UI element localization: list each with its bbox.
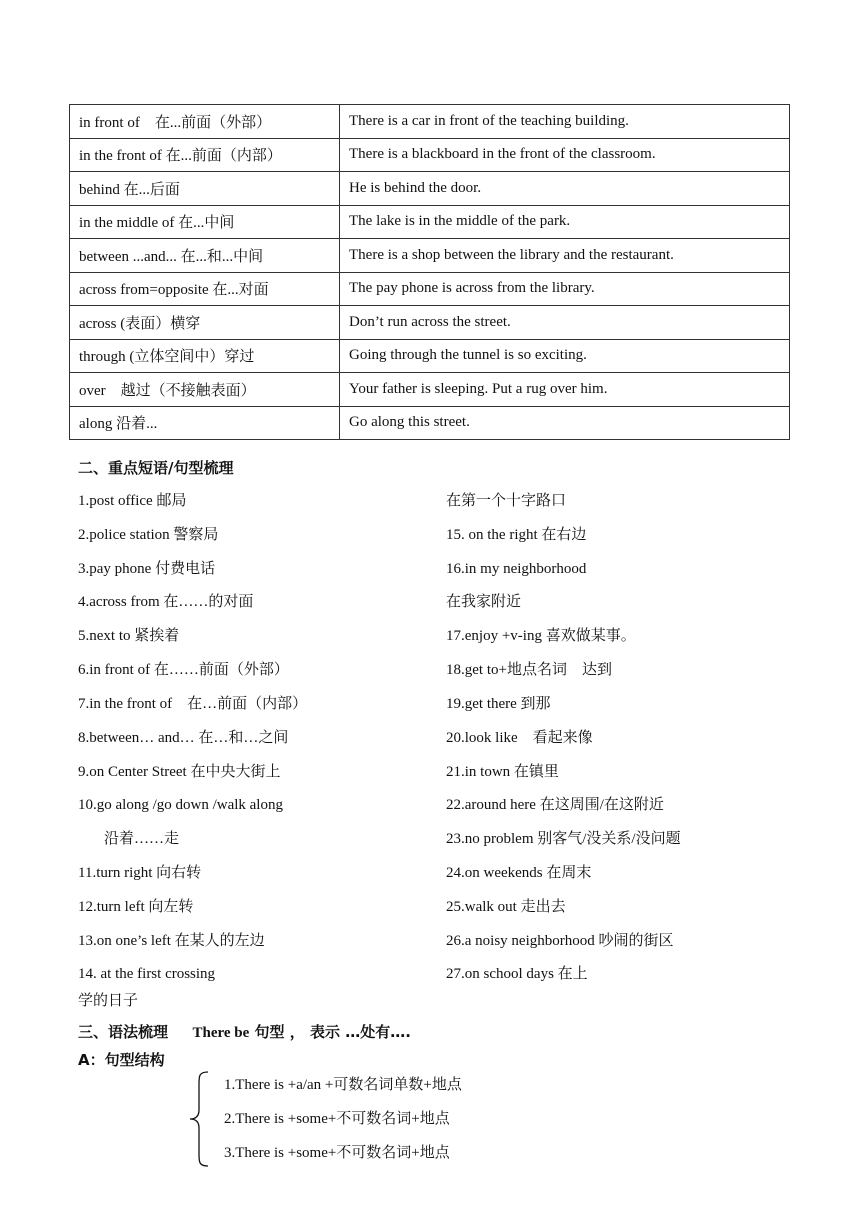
- brace-icon: [188, 1070, 212, 1168]
- phrase-item: 11.turn right 向右转: [78, 865, 202, 881]
- table-row: [70, 239, 790, 273]
- phrase-item: 2.police station 警察局: [78, 527, 219, 543]
- phrase-item: 7.in the front of 在…前面（内部）: [78, 696, 308, 712]
- phrase-item: 5.next to 紧挨着: [78, 628, 180, 644]
- example-cell: He is behind the door.: [340, 172, 790, 206]
- structure-subheading: A：句型结构: [78, 1051, 165, 1069]
- phrase-cell: through (立体空间中）穿过: [70, 339, 340, 373]
- example-cell: The pay phone is across from the library.: [340, 272, 790, 306]
- example-cell: There is a car in front of the teaching building.: [340, 105, 790, 139]
- phrase-item: 24.on weekends 在周末: [446, 865, 592, 881]
- table-row: [70, 306, 790, 340]
- phrase-item: 10.go along /go down /walk along: [78, 797, 283, 813]
- phrase-item: 20.look like 看起来像: [446, 730, 593, 746]
- table-row: [70, 138, 790, 172]
- phrase-item: 13.on one’s left 在某人的左边: [78, 933, 265, 949]
- phrase-cell: across (表面）横穿: [70, 306, 340, 340]
- prepositions-table: [69, 104, 790, 440]
- section3-heading: [78, 1021, 411, 1042]
- section3-title-en: There be: [192, 1025, 250, 1041]
- phrase-item: 23.no problem 别客气/没关系/没问题: [446, 831, 681, 847]
- section2-heading: 二、重点短语/句型梳理: [78, 459, 234, 477]
- phrase-cell: across from=opposite 在...对面: [70, 272, 340, 306]
- phrase-item: 17.enjoy +v-ing 喜欢做某事。: [446, 628, 636, 644]
- structure-item: 1.There is +a/an +可数名词单数+地点: [224, 1077, 462, 1093]
- table-row: [70, 105, 790, 139]
- phrase-item: 沿着……走: [104, 831, 180, 847]
- section3-title-rest: 句型 ， 表示 …处有….: [254, 1023, 411, 1041]
- table-row: [70, 205, 790, 239]
- section3-title-cn: 三、语法梳理: [78, 1023, 169, 1041]
- phrase-item: 19.get there 到那: [446, 696, 551, 712]
- structure-item: 2.There is +some+不可数名词+地点: [224, 1111, 450, 1127]
- table-row: [70, 272, 790, 306]
- example-cell: The lake is in the middle of the park.: [340, 205, 790, 239]
- phrase-cell: in front of 在...前面（外部）: [70, 105, 340, 139]
- phrase-item: 在我家附近: [446, 594, 522, 610]
- phrase-item: 学的日子: [78, 993, 139, 1009]
- phrase-item: 3.pay phone 付费电话: [78, 561, 216, 577]
- phrase-cell: over 越过（不接触表面）: [70, 373, 340, 407]
- table-row: [70, 339, 790, 373]
- phrase-item: 8.between… and… 在…和…之间: [78, 730, 289, 746]
- phrase-item: 16.in my neighborhood: [446, 561, 587, 577]
- phrase-cell: in the middle of 在...中间: [70, 205, 340, 239]
- phrase-item: 26.a noisy neighborhood 吵闹的街区: [446, 933, 674, 949]
- table-row: [70, 406, 790, 440]
- table-row: [70, 373, 790, 407]
- phrase-cell: behind 在...后面: [70, 172, 340, 206]
- phrase-item: 25.walk out 走出去: [446, 899, 566, 915]
- phrase-item: 15. on the right 在右边: [446, 527, 587, 543]
- phrase-item: 在第一个十字路口: [446, 493, 567, 509]
- phrase-item: 14. at the first crossing: [78, 966, 216, 982]
- phrase-item: 22.around here 在这周围/在这附近: [446, 797, 664, 813]
- phrase-item: 1.post office 邮局: [78, 493, 187, 509]
- example-cell: There is a blackboard in the front of the classroom.: [340, 138, 790, 172]
- example-cell: There is a shop between the library and the restaurant.: [340, 239, 790, 273]
- table-row: [70, 172, 790, 206]
- example-cell: Your father is sleeping. Put a rug over him.: [340, 373, 790, 407]
- structure-item: 3.There is +some+不可数名词+地点: [224, 1145, 450, 1161]
- example-cell: Don’t run across the street.: [340, 306, 790, 340]
- phrase-item: 9.on Center Street 在中央大街上: [78, 764, 281, 780]
- example-cell: Going through the tunnel is so exciting.: [340, 339, 790, 373]
- phrase-item: 21.in town 在镇里: [446, 764, 559, 780]
- phrase-cell: in the front of 在...前面（内部）: [70, 138, 340, 172]
- phrase-item: 12.turn left 向左转: [78, 899, 194, 915]
- phrase-item: 18.get to+地点名词 达到: [446, 662, 612, 678]
- phrase-item: 4.across from 在……的对面: [78, 594, 254, 610]
- example-cell: Go along this street.: [340, 406, 790, 440]
- phrase-cell: between ...and... 在...和...中间: [70, 239, 340, 273]
- phrase-cell: along 沿着...: [70, 406, 340, 440]
- phrase-item: 27.on school days 在上: [446, 966, 588, 982]
- phrase-item: 6.in front of 在……前面（外部）: [78, 662, 289, 678]
